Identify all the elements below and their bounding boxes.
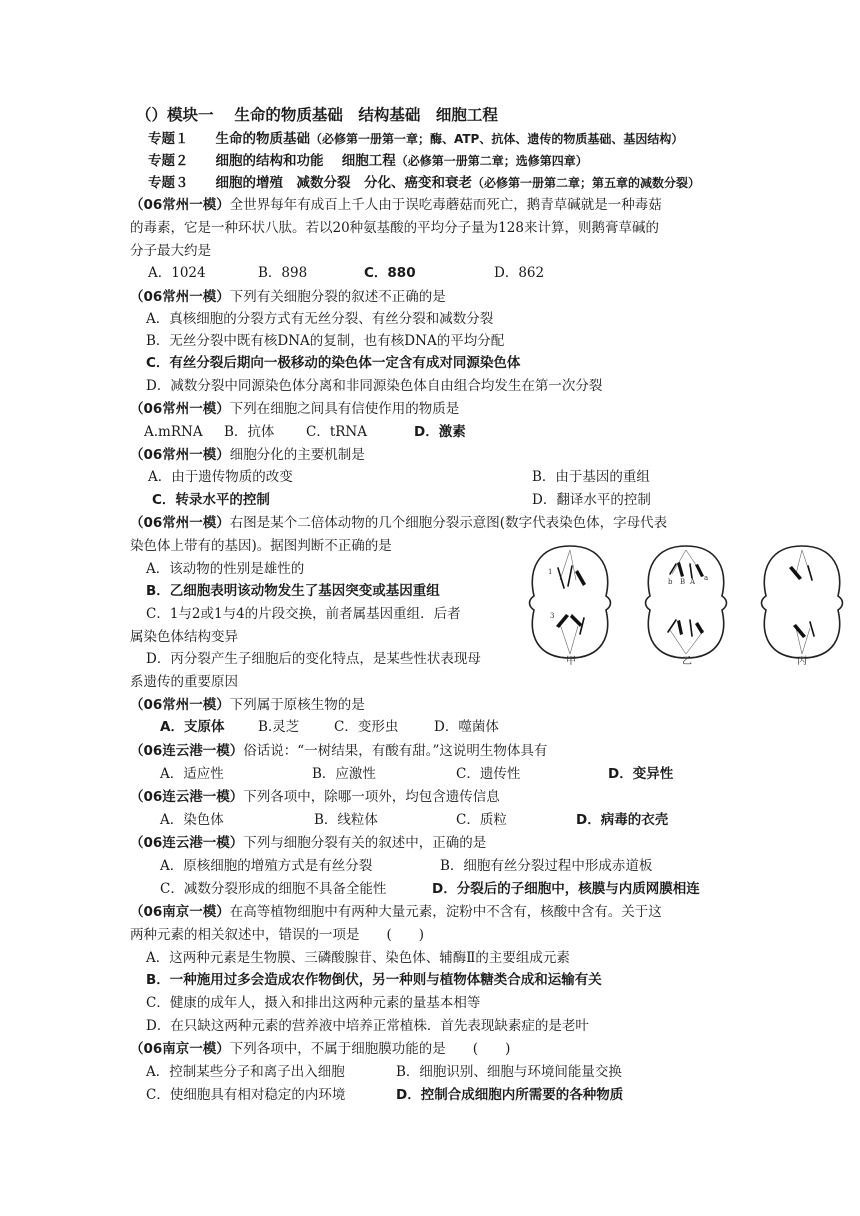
question-10-source: （06南京一模） <box>130 904 230 920</box>
question-1-option-b: B．898 <box>258 265 308 281</box>
question-4-option-c: C．转录水平的控制 <box>152 492 270 508</box>
question-4-option-b: B．由于基因的重组 <box>532 469 650 485</box>
question-3-option-c: C．tRNA <box>306 424 367 440</box>
question-5-option-c-1: C．1与2或1与4的片段交换，前者属基因重组．后者 <box>146 606 461 622</box>
question-5-stem <box>130 512 667 534</box>
question-7-text: 俗话说：“一树结果，有酸有甜。”这说明生物体具有 <box>243 743 548 759</box>
question-5-option-c-2: 属染色体结构变异 <box>130 629 238 645</box>
question-8-stem <box>130 786 500 808</box>
question-4-stem <box>130 444 365 466</box>
cell-division-figure <box>520 540 850 664</box>
svg-text:b: b <box>668 578 673 586</box>
question-3-option-a: A.mRNA <box>144 424 203 440</box>
question-2-option-b: B．无丝分裂中既有核DNA的复制，也有核DNA的平均分配 <box>146 333 505 349</box>
question-11-option-b: B．细胞识别、细胞与环境间能量交换 <box>396 1064 622 1080</box>
question-11-source: （06南京一模） <box>130 1041 230 1057</box>
question-1-option-c: C．880 <box>364 265 416 281</box>
question-7-option-b: B．应激性 <box>312 766 376 782</box>
question-1-text-1: 全世界每年有成百上千人由于误吃毒蘑菇而死亡，鹅青草碱就是一种毒菇 <box>229 197 662 213</box>
question-4-option-d: D．翻译水平的控制 <box>532 492 651 508</box>
question-7-option-c: C．遗传性 <box>456 766 521 782</box>
topic-3-label: 专题３ 细胞的增殖 减数分裂 分化、癌变和衰老 <box>148 175 472 191</box>
question-10-option-a: A．这两种元素是生物膜、三磷酸腺苷、染色体、辅酶Ⅱ的主要组成元素 <box>146 950 570 966</box>
question-6-stem <box>130 694 365 716</box>
question-9-option-c: C．减数分裂形成的细胞不具备全能性 <box>160 881 387 897</box>
topic-2-label: 专题２ 细胞的结构和功能 细胞工程 <box>148 153 396 169</box>
question-8-option-c: C．质粒 <box>456 812 507 828</box>
question-3-source: （06常州一模） <box>130 401 230 417</box>
question-5-source: （06常州一模） <box>130 515 230 531</box>
question-3-option-d: D．激素 <box>414 424 466 440</box>
module-title: （）模块一 生命的物质基础 结构基础 细胞工程 <box>136 106 498 124</box>
question-8-option-d: D．病毒的衣壳 <box>576 812 669 828</box>
question-7-option-a: A．适应性 <box>160 766 224 782</box>
cell-bing <box>762 546 843 658</box>
question-5-text-2: 染色体上带有的基因)。据图判断不正确的是 <box>130 538 392 554</box>
cell-jia <box>530 546 611 658</box>
question-11-stem <box>130 1038 510 1060</box>
question-4-option-a: A．由于遗传物质的改变 <box>148 469 293 485</box>
figure-label-yi: 乙 <box>682 656 692 667</box>
question-1-source: （06常州一模） <box>130 197 230 213</box>
question-10-option-d: D．在只缺这两种元素的营养液中培养正常植株．首先表现缺素症的是老叶 <box>146 1018 589 1034</box>
question-8-source: （06连云港一模） <box>130 789 244 805</box>
question-2-option-c: C．有丝分裂后期向一极移动的染色体一定含有成对同源染色体 <box>146 355 521 371</box>
topic-3 <box>148 172 700 194</box>
question-8-option-b: B．线粒体 <box>314 812 378 828</box>
question-9-option-d: D．分裂后的子细胞中，核膜与内质网膜相连 <box>432 881 700 897</box>
question-10-text-1: 在高等植物细胞中有两种大量元素，淀粉中不含有，核酸中含有。关于这 <box>229 904 662 920</box>
question-6-option-d: D．噬菌体 <box>434 719 499 735</box>
question-4-source: （06常州一模） <box>130 447 230 463</box>
svg-text:B: B <box>680 578 686 586</box>
question-9-stem <box>130 832 486 854</box>
question-7-stem <box>130 740 547 762</box>
question-10-stem <box>130 901 662 923</box>
topic-1 <box>148 128 683 150</box>
question-3-text: 下列在细胞之间具有信使作用的物质是 <box>229 401 460 417</box>
question-5-text-1: 右图是某个二倍体动物的几个细胞分裂示意图(数字代表染色体，字母代表 <box>229 515 668 531</box>
question-1-stem <box>130 194 662 216</box>
figure-label-bing: 丙 <box>797 656 807 667</box>
question-6-option-b: B.灵芝 <box>258 719 300 735</box>
question-11-option-a: A．控制某些分子和离子出入细胞 <box>146 1064 345 1080</box>
topic-2 <box>148 150 588 172</box>
topic-1-label: 专题１ 生命的物质基础 <box>148 131 310 147</box>
svg-text:3: 3 <box>550 612 555 620</box>
svg-text:a: a <box>704 574 709 582</box>
question-6-option-c: C．变形虫 <box>334 719 399 735</box>
question-6-text: 下列属于原核生物的是 <box>229 697 365 713</box>
question-11-text: 下列各项中，不属于细胞膜功能的是 ( ) <box>229 1041 511 1057</box>
question-5-option-d-2: 系遗传的重要原因 <box>130 674 238 690</box>
question-8-text: 下列各项中，除哪一项外，均包含遗传信息 <box>243 789 500 805</box>
question-9-text: 下列与细胞分裂有关的叙述中，正确的是 <box>243 835 487 851</box>
question-7-option-d: D．变异性 <box>608 766 674 782</box>
question-5-option-a: A．该动物的性别是雄性的 <box>146 561 305 577</box>
question-7-source: （06连云港一模） <box>130 743 244 759</box>
question-6-option-a: A．支原体 <box>160 719 225 735</box>
question-4-text: 细胞分化的主要机制是 <box>229 447 365 463</box>
figure-label-jia: 甲 <box>566 656 576 667</box>
question-9-source: （06连云港一模） <box>130 835 244 851</box>
question-10-option-b: B．一种施用过多会造成农作物倒伏，另一种则与植物体糖类合成和运输有关 <box>146 972 602 988</box>
question-1-text-3: 分子最大约是 <box>130 243 211 259</box>
question-3-option-b: B．抗体 <box>224 424 275 440</box>
question-9-option-a: A．原核细胞的增殖方式是有丝分裂 <box>160 858 373 874</box>
topic-2-note: （必修第一册第二章；选修第四章） <box>395 154 588 168</box>
question-6-source: （06常州一模） <box>130 697 230 713</box>
question-9-option-b: B．细胞有丝分裂过程中形成赤道板 <box>440 858 653 874</box>
question-1-text-2: 的毒素，它是一种环状八肽。若以20种氨基酸的平均分子量为128来计算，则鹅膏草碱的 <box>130 220 659 236</box>
question-1-option-a: A．1024 <box>148 265 206 281</box>
topic-3-note: （必修第一册第二章；第五章的减数分裂） <box>472 176 701 190</box>
question-5-option-d-1: D．丙分裂产生子细胞后的变化特点，是某些性状表现母 <box>146 651 481 667</box>
question-2-option-a: A．真核细胞的分裂方式有无丝分裂、有丝分裂和减数分裂 <box>146 311 494 327</box>
question-2-stem <box>130 286 446 308</box>
question-8-option-a: A．染色体 <box>160 812 224 828</box>
question-5-option-b: B．乙细胞表明该动物发生了基因突变或基因重组 <box>146 583 440 599</box>
question-11-option-c: C．使细胞具有相对稳定的内环境 <box>146 1087 346 1103</box>
question-10-text-2: 两种元素的相关叙述中，错误的一项是 ( ) <box>130 927 425 943</box>
question-2-text: 下列有关细胞分裂的叙述不正确的是 <box>229 289 446 305</box>
svg-text:A: A <box>690 578 696 586</box>
question-1-option-d: D．862 <box>494 265 545 281</box>
question-11-option-d: D．控制合成细胞内所需要的各种物质 <box>396 1087 624 1103</box>
svg-text:1: 1 <box>548 568 553 576</box>
cell-yi <box>646 546 727 658</box>
topic-1-note: （必修第一册第一章；酶、ATP、抗体、遗传的物质基础、基因结构） <box>310 132 684 146</box>
question-10-option-c: C．健康的成年人，摄入和排出这两种元素的量基本相等 <box>146 995 481 1011</box>
question-3-stem <box>130 398 459 420</box>
question-2-source: （06常州一模） <box>130 289 230 305</box>
question-2-option-d: D．减数分裂中同源染色体分离和非同源染色体自由组合均发生在第一次分裂 <box>146 378 603 394</box>
